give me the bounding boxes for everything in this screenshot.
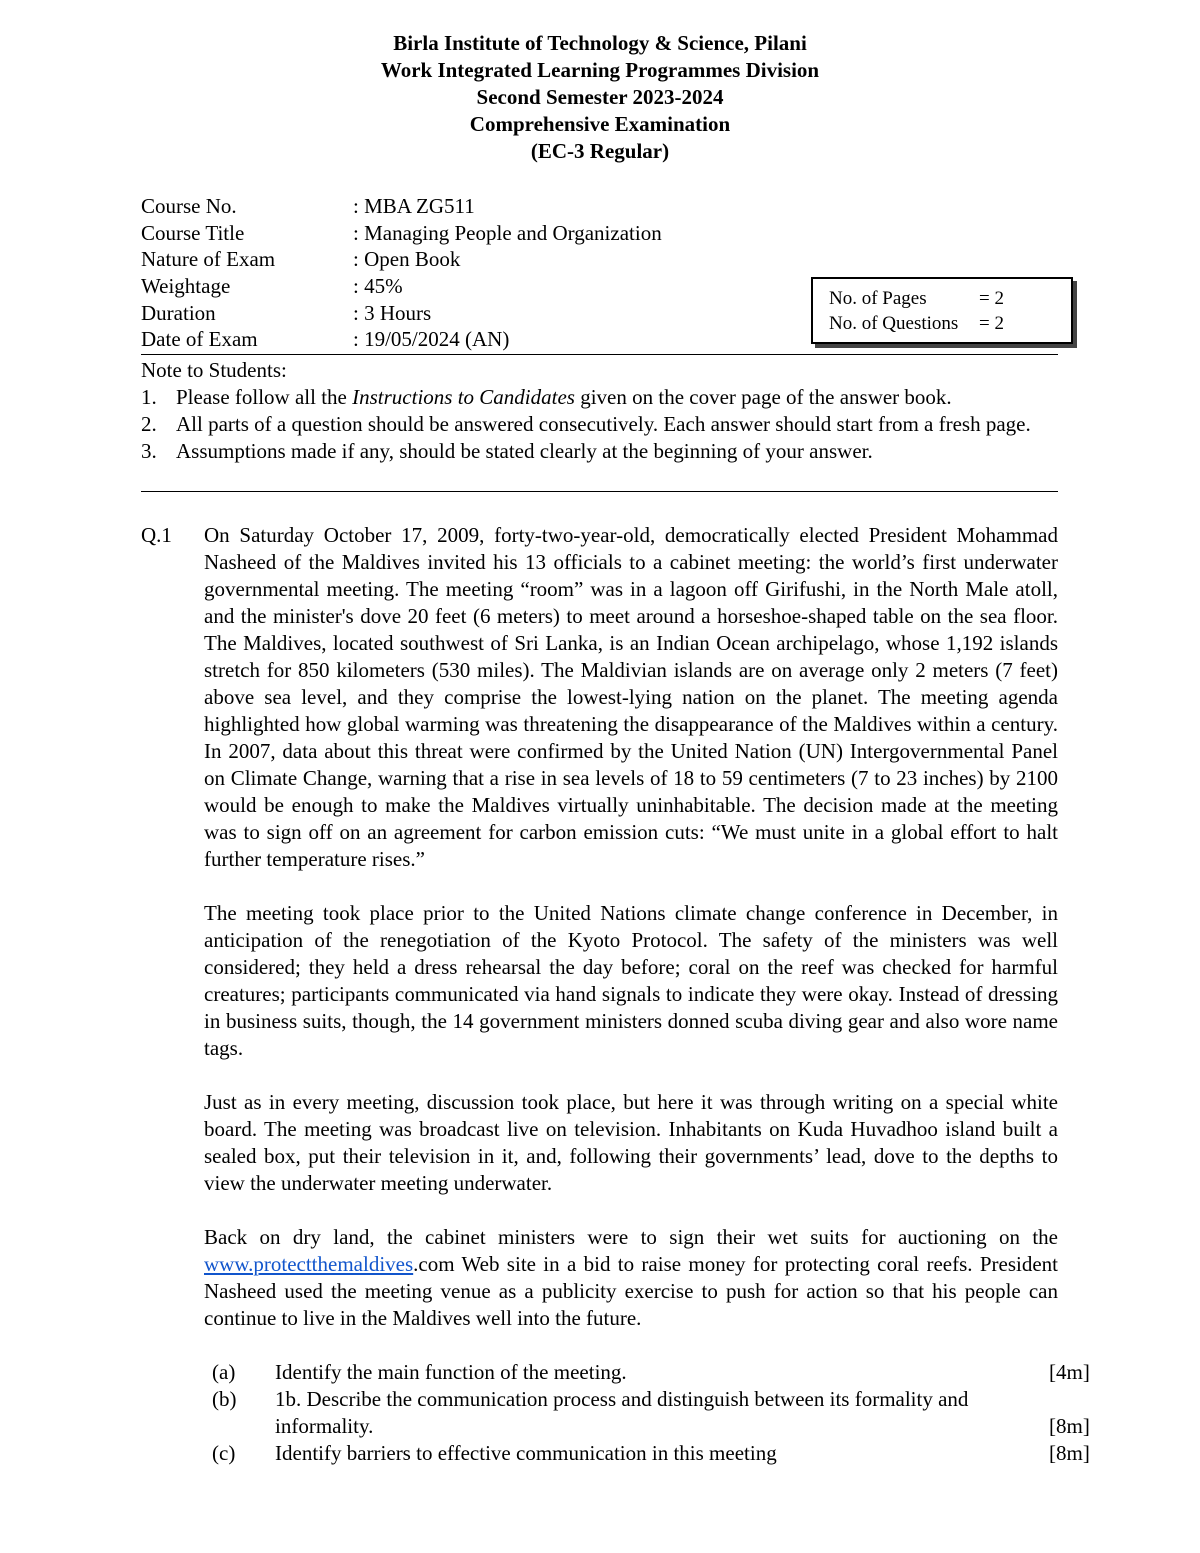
sub-question-text: Identify barriers to effective communication in this meeting [275, 1441, 777, 1465]
note-item [141, 384, 1058, 411]
course-info-value: : 19/05/2024 (AN) [353, 327, 510, 352]
sub-question-text: Identify the main function of the meeting. [275, 1360, 627, 1384]
pages-label: No. of Pages [829, 288, 927, 309]
note-text: Please follow all the [176, 385, 353, 409]
note-emphasis: Instructions to Candidates [352, 385, 575, 409]
exam-regularity: (EC-3 Regular) [530, 139, 670, 163]
sub-question [204, 1440, 1090, 1467]
case-paragraph: The meeting took place prior to the United Nations climate change conference in December, in anticipation of the renegotiation of the Kyoto Protocol. The safety of the ministers was well considered; they held a dress rehearsal the day before; coral on the reef was checked for harmful creatures; participants communicated via hand signals to indicate they were okay. Instead of dressing in business suits, though, the 14 government ministers donned scuba diving gear and also wore name tags. [204, 901, 1058, 1060]
course-info-row [141, 273, 662, 300]
note-number: 1. [141, 385, 157, 409]
notes-to-students [141, 357, 1058, 465]
paragraph-text: Back on dry land, the cabinet ministers were to sign their wet suits for auctioning on the [204, 1225, 1058, 1249]
course-info-row [141, 326, 662, 353]
course-info-label: Course No. [141, 194, 237, 218]
paragraph-text: .com Web site in a bid to raise money for protecting coral reefs. President Nasheed used the meeting venue as a publicity exercise to push for action so that his people can continue to live in the Maldives well into the future. [204, 1252, 1058, 1330]
division-name: Work Integrated Learning Programmes Division [380, 58, 820, 82]
sub-question-marks: [4m] [1049, 1360, 1090, 1384]
institute-name: Birla Institute of Technology & Science, Pilani [393, 31, 807, 55]
case-paragraph [204, 1224, 1058, 1332]
course-info [141, 193, 662, 353]
note-item [141, 438, 1058, 465]
protect-maldives-link[interactable]: www.protectthemaldives [204, 1252, 414, 1276]
note-text: All parts of a question should be answered consecutively. Each answer should start from a fresh page. [176, 412, 1031, 436]
pages-value: = 2 [979, 288, 1004, 309]
sub-question-marks: [8m] [1049, 1441, 1090, 1465]
course-info-row [141, 300, 662, 327]
sub-question-label: (b) [212, 1387, 237, 1411]
semester: Second Semester 2023-2024 [476, 85, 724, 109]
sub-question [204, 1386, 1090, 1440]
sub-question-label: (a) [212, 1360, 236, 1384]
course-info-value: : Open Book [353, 247, 461, 272]
exam-type: Comprehensive Examination [469, 112, 731, 136]
divider-bottom [141, 491, 1058, 492]
case-paragraph: On Saturday October 17, 2009, forty-two-year-old, democratically elected President Mohammad Nasheed of the Maldives invited his 13 officials to a cabinet meeting: the world’s first underwater governmental meeting. The meeting “room” was in a lagoon off Girifushi, in the North Male atoll, and the minister's dove 20 feet (6 meters) to meet around a horseshoe-shaped table on the sea floor. The Maldives, located southwest of Sri Lanka, is an Indian Ocean archipelago, whose 1,192 islands stretch for 850 kilometers (530 miles). The Maldivian islands are on average only 2 meters (7 feet) above sea level, and they comprise the lowest-lying nation on the planet. The meeting agenda highlighted how global warming was threatening the disappearance of the Maldives within a century. In 2007, data about this threat were confirmed by the United Nation (UN) Intergovernmental Panel on Climate Change, warning that a rise in sea levels of 18 to 59 centimeters (7 to 23 inches) by 2100 would be enough to make the Maldives virtually uninhabitable. The decision made at the meeting was to sign off on an agreement for carbon emission cuts: “We must unite in a global effort to halt further temperature rises.” [204, 523, 1058, 871]
note-text: Assumptions made if any, should be stated clearly at the beginning of your answer. [176, 439, 873, 463]
sub-question-label: (c) [212, 1441, 236, 1465]
question-body [204, 522, 1090, 1467]
sub-question [204, 1359, 1090, 1386]
note-number: 2. [141, 412, 157, 436]
course-info-label: Weightage [141, 274, 231, 299]
course-info-value: : Managing People and Organization [353, 220, 662, 245]
sub-question-marks: [8m] [1049, 1414, 1090, 1438]
note-number: 3. [141, 439, 157, 463]
pages-questions-box [811, 277, 1073, 344]
exam-header [0, 30, 1200, 165]
course-info-row [141, 193, 662, 220]
course-info-value: : 3 Hours [353, 300, 432, 325]
course-info-label: Nature of Exam [141, 247, 276, 272]
case-paragraph: Just as in every meeting, discussion took place, but here it was through writing on a special white board. The meeting was broadcast live on television. Inhabitants on Kuda Huvadhoo island built a sealed box, put their television in it, and, following their governments’ lead, dove to the depths to view the underwater meeting underwater. [204, 1090, 1058, 1195]
note-item [141, 411, 1058, 438]
course-info-label: Date of Exam [141, 327, 258, 352]
questions-label: No. of Questions [829, 313, 959, 334]
course-info-value: : MBA ZG511 [353, 194, 475, 218]
course-info-label: Course Title [141, 220, 245, 245]
course-info-row [141, 246, 662, 273]
notes-title: Note to Students: [141, 358, 287, 382]
sub-question-text: 1b. Describe the communication process and distinguish between its formality and informality. [275, 1387, 969, 1438]
question-number: Q.1 [141, 523, 172, 547]
course-info-value: : 45% [353, 274, 403, 299]
course-info-row [141, 220, 662, 247]
course-info-label: Duration [141, 300, 216, 325]
questions-value: = 2 [979, 313, 1004, 334]
question-1 [141, 522, 1090, 1467]
note-text: given on the cover page of the answer book. [574, 385, 952, 409]
divider-top [141, 354, 1058, 355]
